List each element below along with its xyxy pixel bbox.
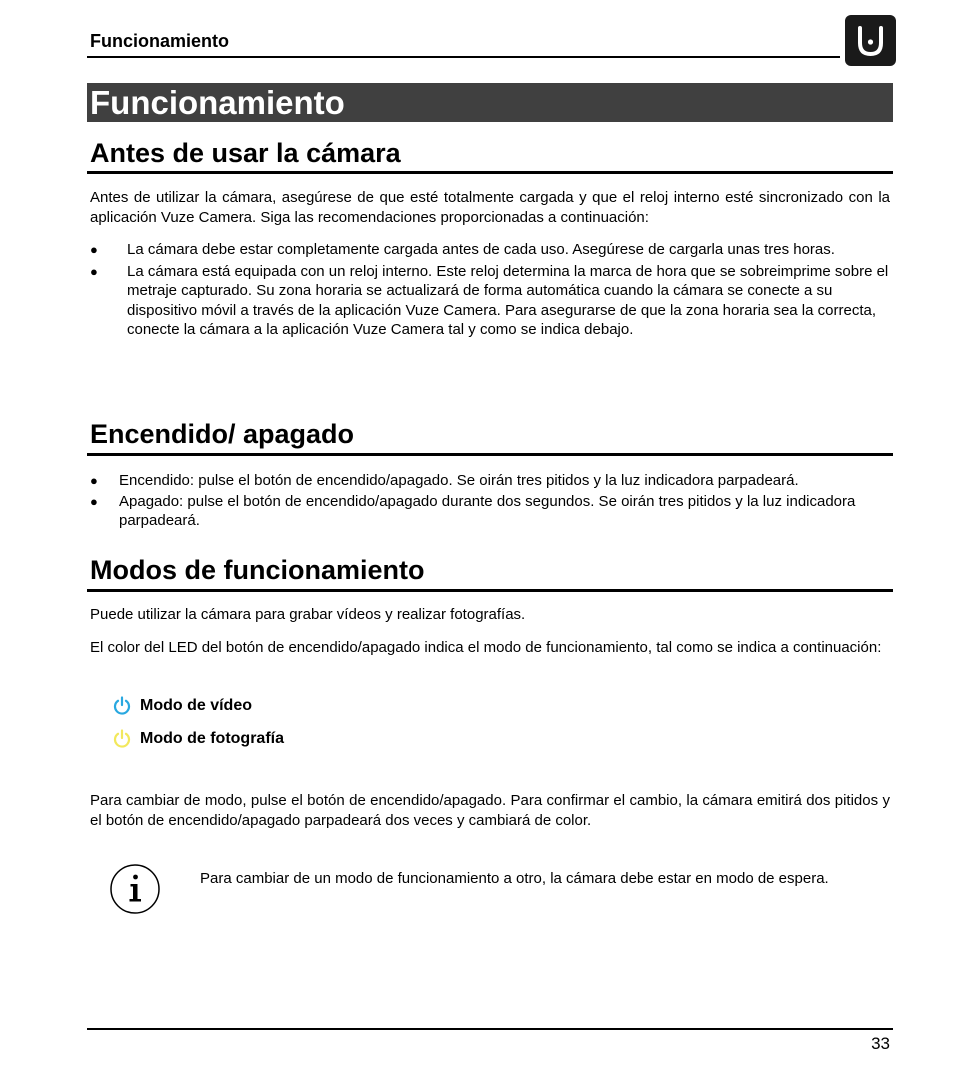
info-note-text: Para cambiar de un modo de funcionamiento a otro, la cámara debe estar en modo de espera. [200, 870, 829, 887]
list-item: ● La cámara debe estar completamente cargada antes de cada uso. Asegúrese de cargarla unas tres horas. [90, 241, 835, 258]
power-icon [112, 696, 132, 716]
mode-item-photo [112, 728, 284, 750]
vuze-logo-icon [845, 15, 896, 66]
before-use-intro: Antes de utilizar la cámara, asegúrese de que esté totalmente cargada y que el reloj interno esté sincronizado con la aplicación Vuze Camera. Siga las recomendaciones proporcionadas a continuación: [90, 189, 890, 226]
footer-divider [87, 1028, 893, 1030]
modes-paragraph-2: El color del LED del botón de encendido/apagado indica el modo de funcionamiento, tal como se indica a continuación: [90, 639, 882, 656]
modes-paragraph-1: Puede utilizar la cámara para grabar vídeos y realizar fotografías. [90, 606, 526, 623]
list-item: ● Encendido: pulse el botón de encendido/apagado. Se oirán tres pitidos y la luz indicadora parpadeará. [90, 472, 799, 489]
power-bullet-list [90, 471, 890, 532]
list-item: ● Apagado: pulse el botón de encendido/apagado durante dos segundos. Se oirán tres pitidos y la luz indicadora parpadeará. [90, 492, 856, 529]
section-heading-modes: Modos de funcionamiento [90, 555, 425, 585]
section-divider [87, 453, 893, 456]
chapter-title: Funcionamiento [90, 84, 345, 121]
mode-label-video: Modo de vídeo [140, 697, 252, 714]
power-icon [112, 729, 132, 749]
modes-paragraph-3: Para cambiar de modo, pulse el botón de encendido/apagado. Para confirmar el cambio, la cámara emitirá dos pitidos y el botón de encendido/apagado parpadeará dos veces y cambiará de color. [90, 792, 890, 829]
section-divider [87, 589, 893, 592]
mode-label-photo: Modo de fotografía [140, 730, 284, 747]
section-heading-before-use: Antes de usar la cámara [90, 138, 401, 168]
section-divider [87, 171, 893, 174]
mode-item-video [112, 695, 252, 717]
page-number: 33 [871, 1034, 890, 1053]
before-use-bullet-list [90, 240, 890, 342]
running-header-title: Funcionamiento [90, 31, 229, 51]
list-item: ● La cámara está equipada con un reloj interno. Este reloj determina la marca de hora que se sobreimprime sobre el metraje capturado. Su zona horaria se actualizará de forma automática cuando la cámara se conecte a su dispositivo móvil a través de la aplicación Vuze Camera. Para asegurarse de que la zona horaria sea la correcta, conecte la cámara a la aplicación Vuze Camera tal y como se indica debajo. [90, 262, 889, 338]
header-divider [87, 56, 840, 58]
info-icon [108, 862, 162, 916]
section-heading-power: Encendido/ apagado [90, 419, 355, 449]
